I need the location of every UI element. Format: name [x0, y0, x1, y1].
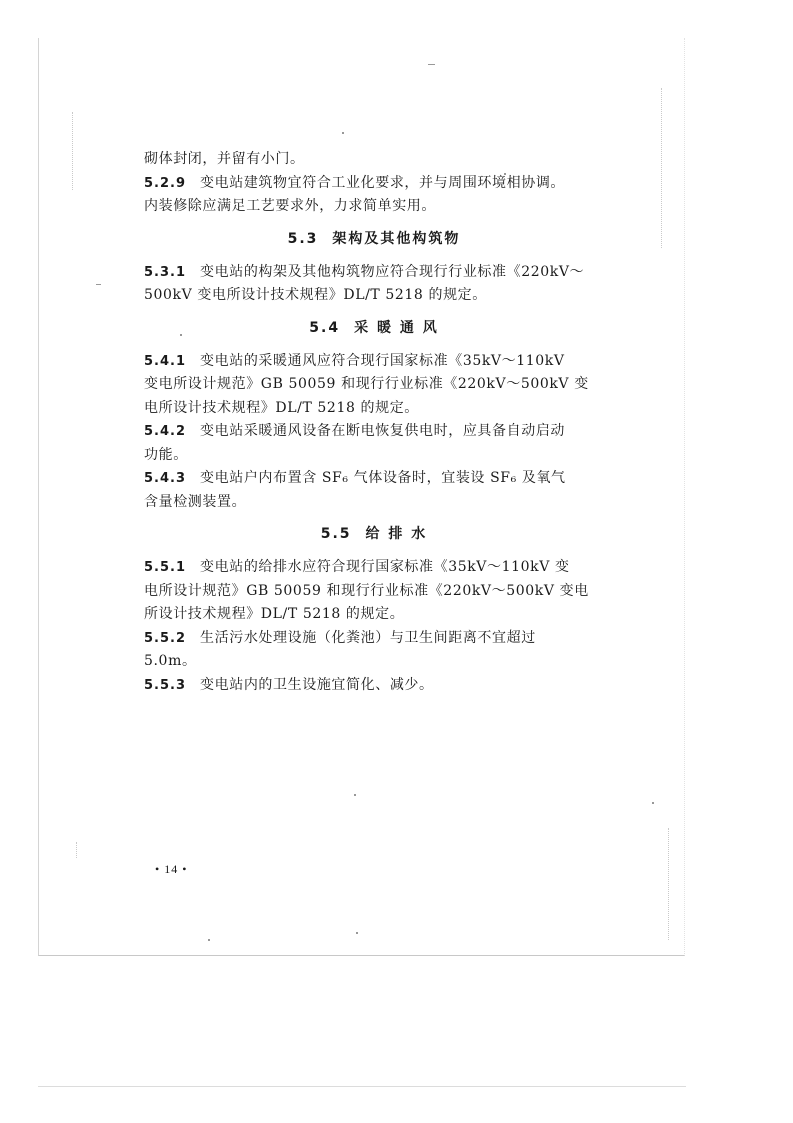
- clause-5-5-3: [144, 674, 604, 698]
- clause-5-4-3: [144, 467, 604, 491]
- clause-text: 变电站的采暖通风应符合现行国家标准《35kV～110kV: [200, 352, 565, 369]
- clause-5-2-9-cont: 内装修除应满足工艺要求外，力求简单实用。: [144, 198, 436, 214]
- clause-5-4-3-cont: 含量检测装置。: [144, 493, 247, 510]
- section-heading-5-3: 5.3 架构及其他构筑物: [287, 230, 461, 247]
- section-heading-5-5: 5.5 给 排 水: [320, 526, 428, 542]
- clause-number: 5.3.1: [144, 264, 187, 280]
- clause-5-5-1-cont: 电所设计规范》GB 50059 和现行行业标准《220kV～500kV 变电: [144, 582, 589, 599]
- clause-5-3-1: [144, 261, 604, 285]
- scan-artifact-left: [72, 112, 73, 190]
- clause-number: 5.2.9: [144, 175, 187, 191]
- clause-text: 变电站建筑物宜符合工业化要求，并与周围环境相协调。: [200, 174, 566, 191]
- clause-text: 变电站户内布置含 SF₆ 气体设备时，宜装设 SF₆ 及氧气: [200, 470, 566, 486]
- clause-5-4-2: [144, 420, 604, 444]
- scan-speck: [208, 939, 210, 941]
- clause-5-4-1: [144, 350, 604, 374]
- clause-5-4-1-cont: 电所设计技术规程》DL/T 5218 的规定。: [144, 399, 419, 416]
- paragraph-continuation: 砌体封闭，并留有小门。: [144, 151, 305, 167]
- scan-artifact-right-bottom: [668, 828, 669, 940]
- scan-speck: [428, 64, 435, 65]
- document-body: [144, 148, 604, 697]
- clause-text: 生活污水处理设施（化粪池）与卫生间距离不宜超过: [200, 629, 536, 646]
- scan-speck: [356, 932, 358, 934]
- clause-number: 5.4.3: [144, 471, 187, 486]
- clause-5-4-1-cont: 变电所设计规范》GB 50059 和现行行业标准《220kV～500kV 变: [144, 376, 589, 392]
- clause-5-5-2-cont: 5.0m。: [144, 653, 197, 669]
- divider: [38, 1086, 686, 1087]
- page-number: • 14 •: [155, 862, 188, 876]
- clause-number: 5.4.1: [144, 353, 187, 369]
- clause-5-4-2-cont: 功能。: [144, 446, 188, 463]
- clause-5-5-1-cont: 所设计技术规程》DL/T 5218 的规定。: [144, 606, 405, 622]
- scan-speck: [354, 794, 356, 796]
- clause-number: 5.5.1: [144, 560, 187, 575]
- clause-5-2-9: [144, 172, 604, 196]
- clause-text: 变电站采暖通风设备在断电恢复供电时，应具备自动启动: [200, 423, 566, 439]
- scan-speck: [342, 132, 344, 134]
- clause-text: 变电站的构架及其他构筑物应符合现行行业标准《220kV～: [200, 263, 585, 280]
- scan-speck: [96, 284, 101, 285]
- scan-artifact-left-bottom: [76, 842, 77, 858]
- clause-number: 5.5.3: [144, 677, 187, 693]
- clause-text: 变电站的给排水应符合现行国家标准《35kV～110kV 变: [200, 559, 570, 575]
- scan-speck: [652, 802, 654, 804]
- section-heading-5-4: 5.4 采 暖 通 风: [309, 319, 439, 336]
- clause-5-5-2: [144, 627, 604, 651]
- clause-text: 变电站内的卫生设施宜简化、减少。: [200, 676, 434, 693]
- clause-5-5-1: [144, 556, 604, 580]
- clause-5-3-1-cont: 500kV 变电所设计技术规程》DL/T 5218 的规定。: [144, 287, 487, 303]
- scan-artifact-right-top: [661, 88, 662, 248]
- clause-number: 5.4.2: [144, 424, 187, 439]
- clause-number: 5.5.2: [144, 630, 187, 646]
